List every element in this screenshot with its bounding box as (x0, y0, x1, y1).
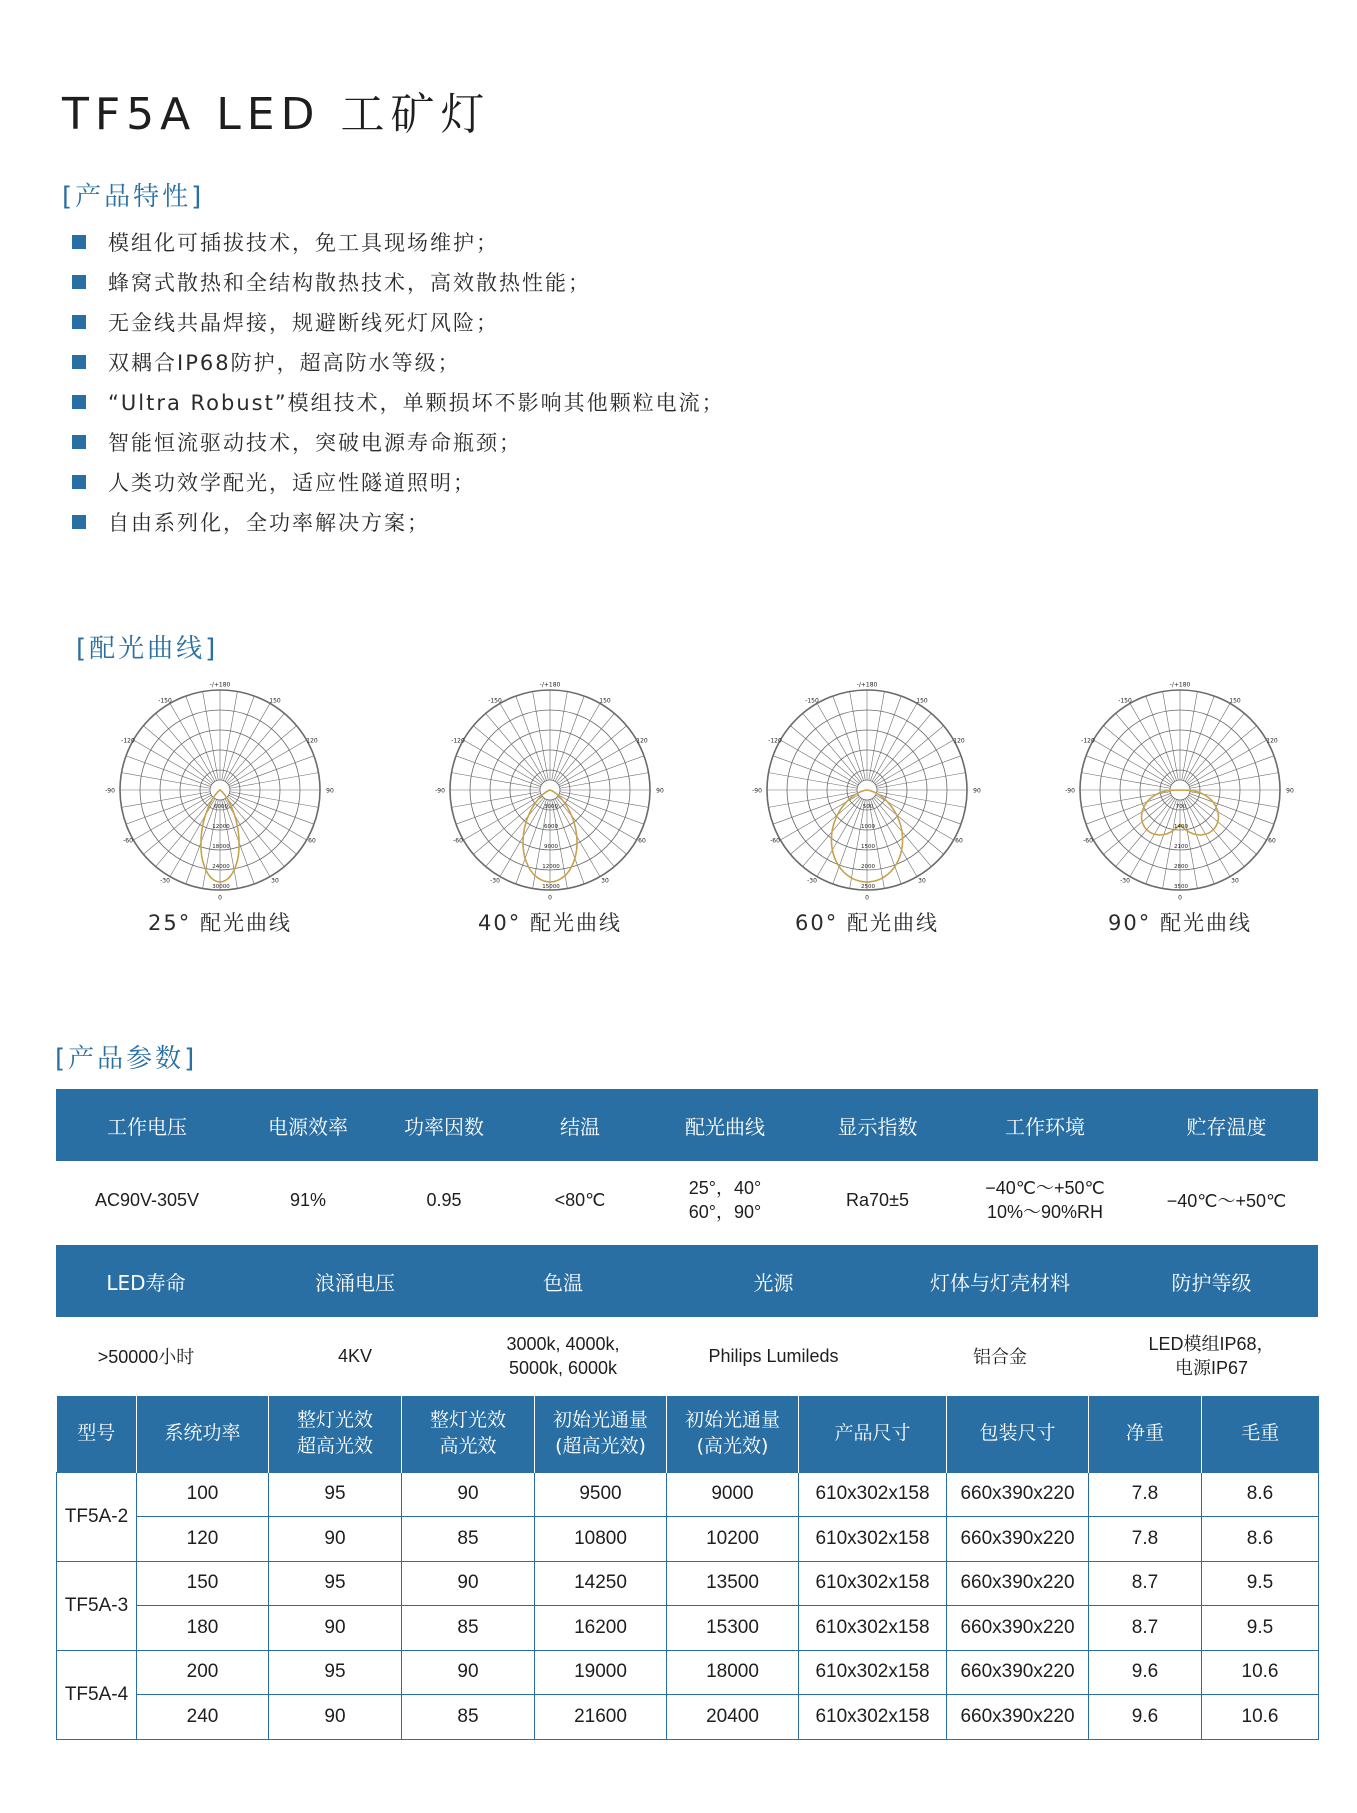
angle-label: 150 (1229, 697, 1241, 705)
table-cell: 25°，40° 60°，90° (688, 1177, 762, 1222)
polar-curves (0, 681, 1357, 965)
polar-spoke (122, 773, 211, 789)
table-cell: 9.5 (1202, 1561, 1319, 1606)
table-cell: 3000k, 4000k, 5000k, 6000k (506, 1333, 620, 1378)
angle-label: 90 (1286, 787, 1294, 795)
angle-label: 0 (1178, 894, 1182, 902)
feature-item (72, 262, 725, 302)
ring-value-label: 700 (1175, 804, 1187, 810)
table-cell: 85 (402, 1606, 535, 1651)
ring-value-label: 15000 (542, 884, 560, 890)
polar-diagram (1060, 681, 1300, 902)
table-row (56, 1317, 1318, 1395)
ring-value-label: 500 (862, 804, 874, 810)
angle-label: 120 (953, 737, 965, 745)
table-cell: 20400 (667, 1695, 799, 1740)
angle-label: -/+180 (539, 681, 561, 689)
table-header-cell: 显示指数 (800, 1089, 955, 1161)
ring-value-label: 24000 (212, 864, 230, 870)
table-header-cell: 整灯光效 超高光效 (269, 1396, 402, 1472)
ring-value-label: 3500 (1174, 884, 1188, 890)
ring-value-label: 2800 (1174, 864, 1188, 870)
ring-value-label: 1000 (861, 824, 875, 830)
polar-curve-25 (90, 681, 350, 937)
square-bullet-icon (72, 475, 86, 489)
table-row (57, 1472, 1319, 1517)
model-cell: TF5A-4 (57, 1650, 137, 1739)
features-list (72, 222, 725, 542)
square-bullet-icon (72, 235, 86, 249)
angle-label: -30 (1120, 877, 1130, 885)
table-cell: 15300 (667, 1606, 799, 1651)
table-cell: 7.8 (1089, 1517, 1202, 1562)
square-bullet-icon (72, 435, 86, 449)
table-cell: −40℃～+50℃ 10%～90%RH (985, 1177, 1105, 1222)
polar-curve-40 (420, 681, 680, 937)
table-header-cell: 色温 (474, 1245, 652, 1317)
polar-spoke (222, 692, 238, 781)
polar-curve-60 (737, 681, 997, 937)
polar-spoke (552, 692, 568, 781)
feature-item (72, 382, 725, 422)
angle-label: -150 (1118, 697, 1132, 705)
table-cell: 8.6 (1202, 1517, 1319, 1562)
angle-label: 30 (1231, 877, 1239, 885)
table-cell: 4KV (337, 1345, 373, 1366)
angle-label: -90 (435, 787, 445, 795)
polar-spoke (452, 792, 541, 808)
table-cell: 19000 (535, 1650, 667, 1695)
table-cell: Philips Lumileds (708, 1345, 839, 1366)
angle-label: 120 (1266, 737, 1278, 745)
table-header-cell: 毛重 (1202, 1396, 1319, 1472)
table-cell: 16200 (535, 1606, 667, 1651)
angle-label: -120 (451, 737, 465, 745)
polar-spoke (769, 773, 858, 789)
angle-label: -/+180 (1169, 681, 1191, 689)
polar-spoke (1182, 692, 1198, 781)
table-header-cell: 浪涌电压 (236, 1245, 474, 1317)
spec-table-optical (56, 1245, 1318, 1395)
curve-caption: 90° 配光曲线 (1108, 911, 1252, 935)
angle-label: 60 (955, 837, 963, 845)
angle-label: -120 (1081, 737, 1095, 745)
polar-diagram (747, 681, 987, 902)
table-cell: 610x302x158 (799, 1561, 947, 1606)
table-cell: 90 (402, 1650, 535, 1695)
table-row (57, 1606, 1319, 1651)
polar-spoke (203, 692, 219, 781)
square-bullet-icon (72, 315, 86, 329)
ring-value-label: 1400 (1174, 824, 1188, 830)
polar-spoke (869, 692, 885, 781)
angle-label: -30 (160, 877, 170, 885)
table-header-cell: 电源效率 (238, 1089, 378, 1161)
polar-spoke (560, 792, 649, 808)
table-header-row (57, 1396, 1319, 1472)
polar-spoke (533, 692, 549, 781)
ring-value-label: 12000 (542, 864, 560, 870)
table-header-cell: 产品尺寸 (799, 1396, 947, 1472)
table-cell: 8.6 (1202, 1472, 1319, 1517)
table-row (56, 1161, 1318, 1239)
table-cell: 91% (289, 1189, 327, 1210)
feature-text: 模组化可插拔技术，免工具现场维护； (108, 231, 499, 255)
ring-value-label: 9000 (544, 844, 558, 850)
table-cell: 7.8 (1089, 1472, 1202, 1517)
ring-value-label: 2100 (1174, 844, 1188, 850)
curves-heading: [配光曲线] (76, 634, 219, 664)
square-bullet-icon (72, 515, 86, 529)
table-cell: 90 (269, 1606, 402, 1651)
table-header-cell: 光源 (652, 1245, 895, 1317)
table-cell: 10.6 (1202, 1650, 1319, 1695)
angle-label: 0 (548, 894, 552, 902)
table-cell: LED模组IP68， 电源IP67 (1148, 1333, 1275, 1378)
square-bullet-icon (72, 395, 86, 409)
polar-spoke (230, 773, 319, 789)
polar-spoke (560, 773, 649, 789)
table-cell: 90 (269, 1695, 402, 1740)
table-header-cell: 工作电压 (56, 1089, 238, 1161)
table-cell: Ra70±5 (846, 1189, 909, 1210)
table-header-cell: 初始光通量 (高光效) (667, 1396, 799, 1472)
table-cell: 90 (269, 1517, 402, 1562)
angle-label: 60 (1268, 837, 1276, 845)
model-cell: TF5A-2 (57, 1472, 137, 1561)
table-header-cell: 工作环境 (955, 1089, 1135, 1161)
table-cell: 90 (402, 1472, 535, 1517)
table-cell: <80℃ (554, 1189, 606, 1210)
table-cell: 9.5 (1202, 1606, 1319, 1651)
ring-value-label: 2500 (861, 884, 875, 890)
ring-value-label: 18000 (212, 844, 230, 850)
angle-label: -90 (752, 787, 762, 795)
table-cell: 660x390x220 (947, 1472, 1089, 1517)
table-cell: 9.6 (1089, 1650, 1202, 1695)
feature-text: 智能恒流驱动技术，突破电源寿命瓶颈； (108, 431, 522, 455)
table-cell: 14250 (535, 1561, 667, 1606)
angle-label: -150 (158, 697, 172, 705)
ring-value-label: 6000 (544, 824, 558, 830)
table-cell: 8.7 (1089, 1561, 1202, 1606)
model-table (56, 1396, 1319, 1740)
curve-caption: 25° 配光曲线 (148, 911, 292, 935)
feature-text: 蜂窝式散热和全结构散热技术，高效散热性能； (108, 271, 591, 295)
table-header-cell: 结温 (510, 1089, 650, 1161)
table-header-cell: 灯体与灯壳材料 (895, 1245, 1105, 1317)
table-cell: 85 (402, 1695, 535, 1740)
table-cell: 10200 (667, 1517, 799, 1562)
table-cell: 90 (402, 1561, 535, 1606)
angle-label: -30 (807, 877, 817, 885)
angle-label: 150 (599, 697, 611, 705)
table-cell: 13500 (667, 1561, 799, 1606)
table-cell: 0.95 (426, 1189, 462, 1210)
angle-label: -60 (1083, 837, 1093, 845)
angle-label: 90 (326, 787, 334, 795)
square-bullet-icon (72, 355, 86, 369)
table-cell: 9000 (667, 1472, 799, 1517)
table-header-cell: 型号 (57, 1396, 137, 1472)
table-cell: 610x302x158 (799, 1695, 947, 1740)
table-header-cell: 配光曲线 (650, 1089, 800, 1161)
polar-diagram (100, 681, 340, 902)
table-header-cell: 系统功率 (137, 1396, 269, 1472)
table-cell: 660x390x220 (947, 1606, 1089, 1651)
table-cell: 120 (137, 1517, 269, 1562)
table-header-cell: LED寿命 (56, 1245, 236, 1317)
table-cell: −40℃～+50℃ (1166, 1191, 1287, 1211)
features-heading: [产品特性] (62, 182, 205, 212)
table-cell: >50000小时 (97, 1347, 195, 1367)
table-cell: 610x302x158 (799, 1650, 947, 1695)
table-cell: 610x302x158 (799, 1472, 947, 1517)
ring-value-label: 2000 (861, 864, 875, 870)
feature-item (72, 302, 725, 342)
table-cell: 18000 (667, 1650, 799, 1695)
angle-label: -90 (1065, 787, 1075, 795)
ring-value-label: 12000 (212, 824, 230, 830)
table-row (57, 1517, 1319, 1562)
table-cell: 10800 (535, 1517, 667, 1562)
table-cell: 95 (269, 1650, 402, 1695)
angle-label: 90 (973, 787, 981, 795)
ring-value-label: 1500 (861, 844, 875, 850)
feature-item (72, 222, 725, 262)
polar-curve-90 (1050, 681, 1310, 937)
angle-label: 30 (918, 877, 926, 885)
table-header-cell: 净重 (1089, 1396, 1202, 1472)
feature-item (72, 342, 725, 382)
table-cell: 150 (137, 1561, 269, 1606)
curve-caption: 40° 配光曲线 (478, 911, 622, 935)
angle-label: 60 (308, 837, 316, 845)
table-header-cell: 包装尺寸 (947, 1396, 1089, 1472)
ring-value-label: 6000 (214, 804, 228, 810)
table-cell: 660x390x220 (947, 1650, 1089, 1695)
feature-text: 双耦合IP68防护，超高防水等级； (108, 351, 461, 375)
table-header-row (56, 1245, 1318, 1317)
angle-label: 30 (601, 877, 609, 885)
polar-diagram (430, 681, 670, 902)
spec-table-electrical (56, 1089, 1318, 1239)
angle-label: -150 (488, 697, 502, 705)
table-cell: 95 (269, 1561, 402, 1606)
table-header-cell: 防护等级 (1105, 1245, 1318, 1317)
table-row (57, 1561, 1319, 1606)
angle-label: 120 (306, 737, 318, 745)
polar-spoke (1082, 773, 1171, 789)
angle-label: 30 (271, 877, 279, 885)
table-cell: 9500 (535, 1472, 667, 1517)
table-cell: 100 (137, 1472, 269, 1517)
table-header-cell: 贮存温度 (1135, 1089, 1318, 1161)
table-cell: 240 (137, 1695, 269, 1740)
ring-value-label: 30000 (212, 884, 230, 890)
angle-label: -30 (490, 877, 500, 885)
feature-text: 人类功效学配光，适应性隧道照明； (108, 471, 476, 495)
page-title: TF5A LED 工矿灯 (62, 89, 491, 140)
table-cell: 610x302x158 (799, 1606, 947, 1651)
feature-item (72, 422, 725, 462)
table-cell: 200 (137, 1650, 269, 1695)
angle-label: 0 (218, 894, 222, 902)
table-row (57, 1695, 1319, 1740)
angle-label: 150 (916, 697, 928, 705)
angle-label: -120 (121, 737, 135, 745)
table-cell: 95 (269, 1472, 402, 1517)
table-header-row (56, 1089, 1318, 1161)
table-cell: 21600 (535, 1695, 667, 1740)
table-cell: 9.6 (1089, 1695, 1202, 1740)
polar-spoke (1163, 692, 1179, 781)
params-heading: [产品参数] (55, 1044, 198, 1074)
model-cell: TF5A-3 (57, 1561, 137, 1650)
feature-item (72, 462, 725, 502)
polar-spoke (877, 773, 966, 789)
polar-spoke (850, 692, 866, 781)
polar-spoke (452, 773, 541, 789)
polar-spoke (122, 792, 211, 808)
table-cell: 8.7 (1089, 1606, 1202, 1651)
table-cell: 10.6 (1202, 1695, 1319, 1740)
angle-label: -60 (453, 837, 463, 845)
table-row (57, 1650, 1319, 1695)
table-cell: 660x390x220 (947, 1517, 1089, 1562)
angle-label: -150 (805, 697, 819, 705)
feature-text: 自由系列化，全功率解决方案； (108, 511, 430, 535)
square-bullet-icon (72, 275, 86, 289)
table-cell: 铝合金 (973, 1347, 1027, 1367)
polar-spoke (1190, 773, 1279, 789)
angle-label: -60 (770, 837, 780, 845)
ring-value-label: 3000 (544, 804, 558, 810)
table-cell: 660x390x220 (947, 1561, 1089, 1606)
angle-label: -/+180 (209, 681, 231, 689)
angle-label: -120 (768, 737, 782, 745)
feature-text: 无金线共晶焊接，规避断线死灯风险； (108, 311, 499, 335)
table-cell: 85 (402, 1517, 535, 1562)
angle-label: -/+180 (856, 681, 878, 689)
angle-label: -60 (123, 837, 133, 845)
curve-caption: 60° 配光曲线 (795, 911, 939, 935)
table-header-cell: 整灯光效 高光效 (402, 1396, 535, 1472)
angle-label: 0 (865, 894, 869, 902)
angle-label: 120 (636, 737, 648, 745)
table-cell: 660x390x220 (947, 1695, 1089, 1740)
angle-label: -90 (105, 787, 115, 795)
angle-label: 60 (638, 837, 646, 845)
table-header-cell: 功率因数 (378, 1089, 510, 1161)
feature-text: “Ultra Robust”模组技术，单颗损坏不影响其他颗粒电流； (108, 391, 725, 415)
table-cell: 610x302x158 (799, 1517, 947, 1562)
polar-spoke (230, 792, 319, 808)
table-cell: 180 (137, 1606, 269, 1651)
angle-label: 90 (656, 787, 664, 795)
angle-label: 150 (269, 697, 281, 705)
table-cell: AC90V-305V (94, 1189, 200, 1210)
feature-item (72, 502, 725, 542)
table-header-cell: 初始光通量 (超高光效) (535, 1396, 667, 1472)
